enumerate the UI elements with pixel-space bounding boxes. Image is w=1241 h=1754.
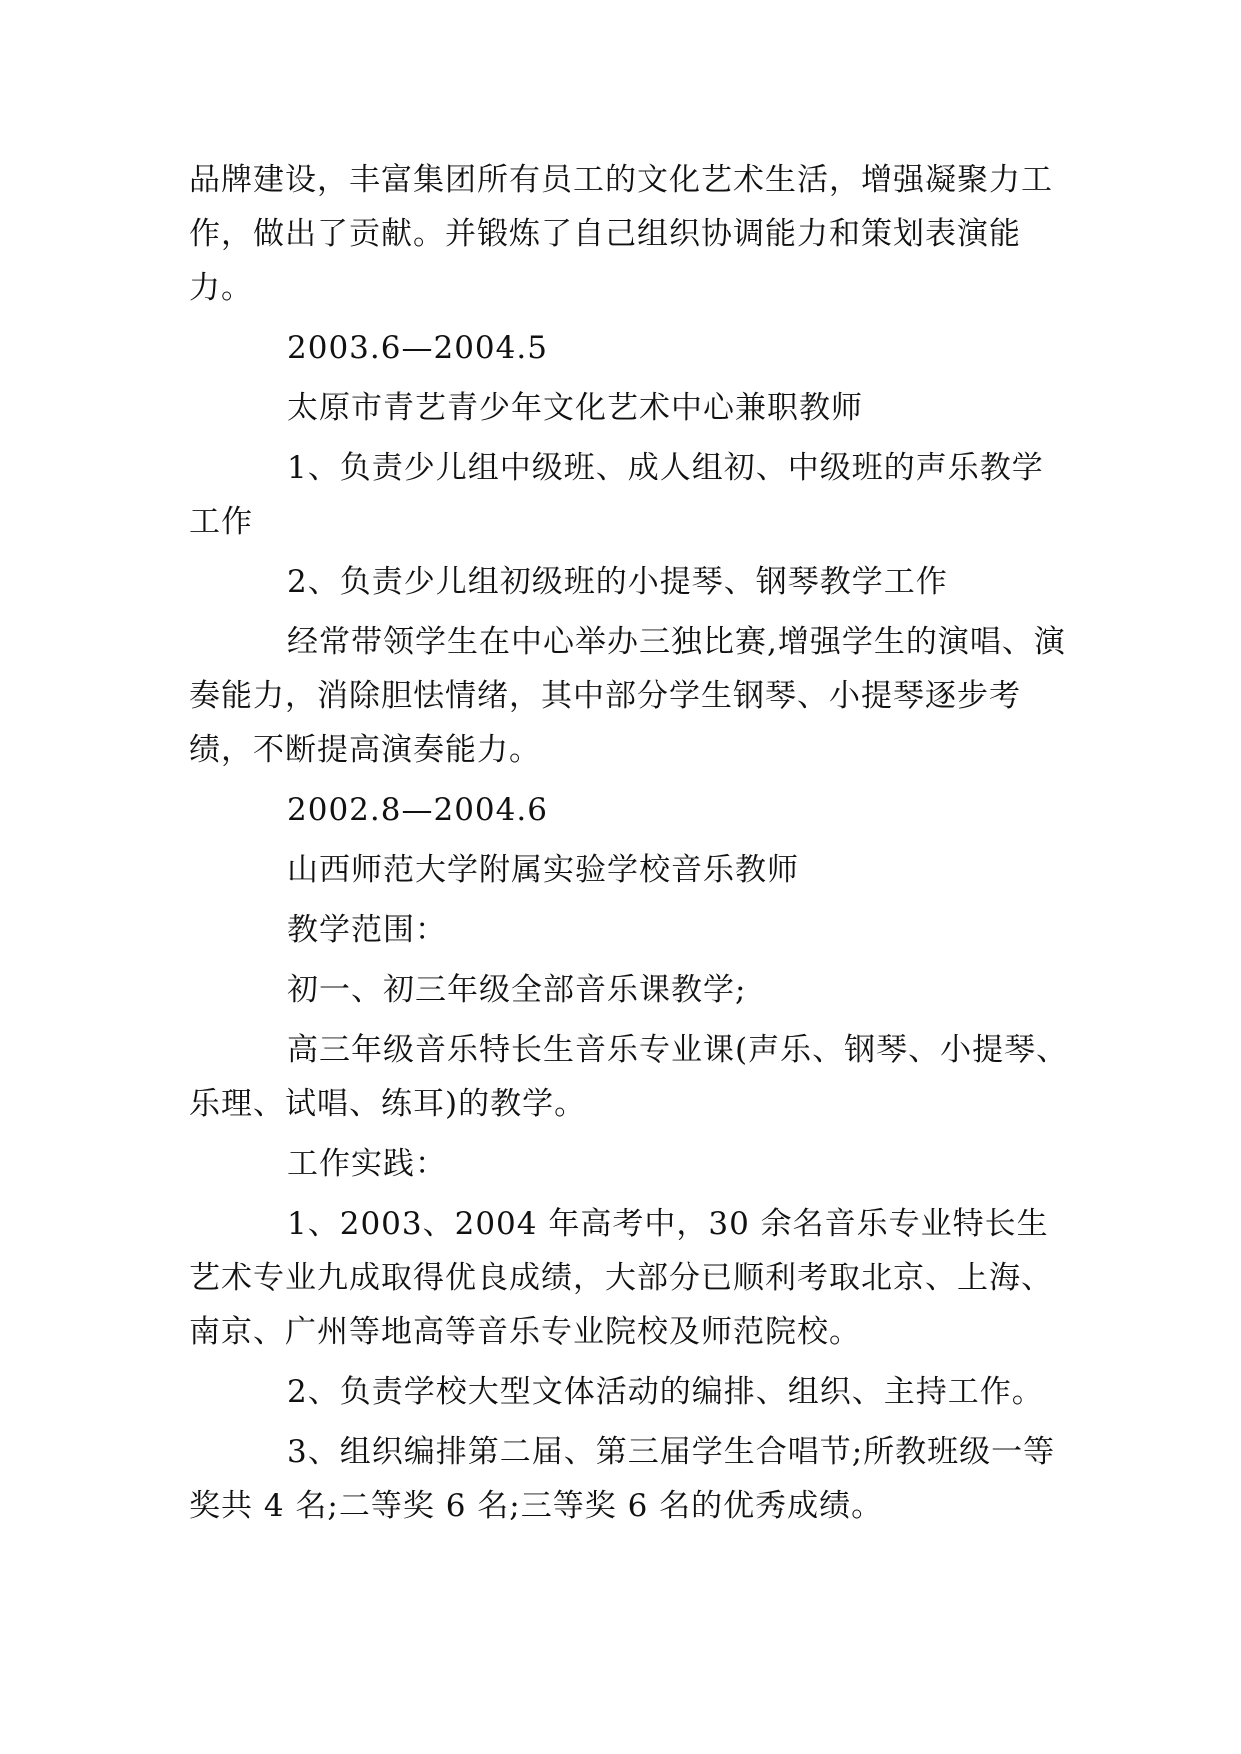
paragraph-work-practice-1: 1、2003、2004 年高考中，30 余名音乐专业特长生艺术专业九成取得优良成绩，大部分已顺利考取北京、上海、南京、广州等地高等音乐专业院校及师范院校。	[189, 1206, 1053, 1350]
document-body	[189, 153, 1069, 1539]
paragraph-date-range-1: 2003.6—2004.5	[287, 330, 548, 366]
paragraph-achievement-1: 经常带领学生在中心举办三独比赛,增强学生的演唱、演奏能力，消除胆怯情绪，其中部分学生钢琴、小提琴逐步考绩，不断提高演奏能力。	[189, 624, 1066, 768]
paragraph-teaching-scope-heading: 教学范围：	[287, 912, 447, 948]
paragraph-date-range-2: 2002.8—2004.6	[287, 792, 548, 828]
paragraph-work-practice-3: 3、组织编排第二届、第三届学生合唱节;所教班级一等奖共 4 名;二等奖 6 名;三等奖 6 名的优秀成绩。	[189, 1434, 1056, 1524]
paragraph-work-practice-heading: 工作实践：	[287, 1146, 447, 1182]
paragraph-duty-1: 1、负责少儿组中级班、成人组初、中级班的声乐教学工作	[189, 450, 1044, 540]
paragraph-teaching-scope-1: 初一、初三年级全部音乐课教学;	[287, 972, 747, 1008]
paragraph-brand-building: 品牌建设，丰富集团所有员工的文化艺术生活，增强凝聚力工作，做出了贡献。并锻炼了自己组织协调能力和策划表演能力。	[189, 162, 1053, 306]
paragraph-teaching-scope-2: 高三年级音乐特长生音乐专业课(声乐、钢琴、小提琴、乐理、试唱、练耳)的教学。	[189, 1032, 1069, 1122]
paragraph-employer-2: 山西师范大学附属实验学校音乐教师	[287, 852, 799, 888]
paragraph-duty-2: 2、负责少儿组初级班的小提琴、钢琴教学工作	[287, 564, 948, 600]
paragraph-employer-1: 太原市青艺青少年文化艺术中心兼职教师	[287, 390, 863, 426]
paragraph-work-practice-2: 2、负责学校大型文体活动的编排、组织、主持工作。	[287, 1374, 1044, 1410]
